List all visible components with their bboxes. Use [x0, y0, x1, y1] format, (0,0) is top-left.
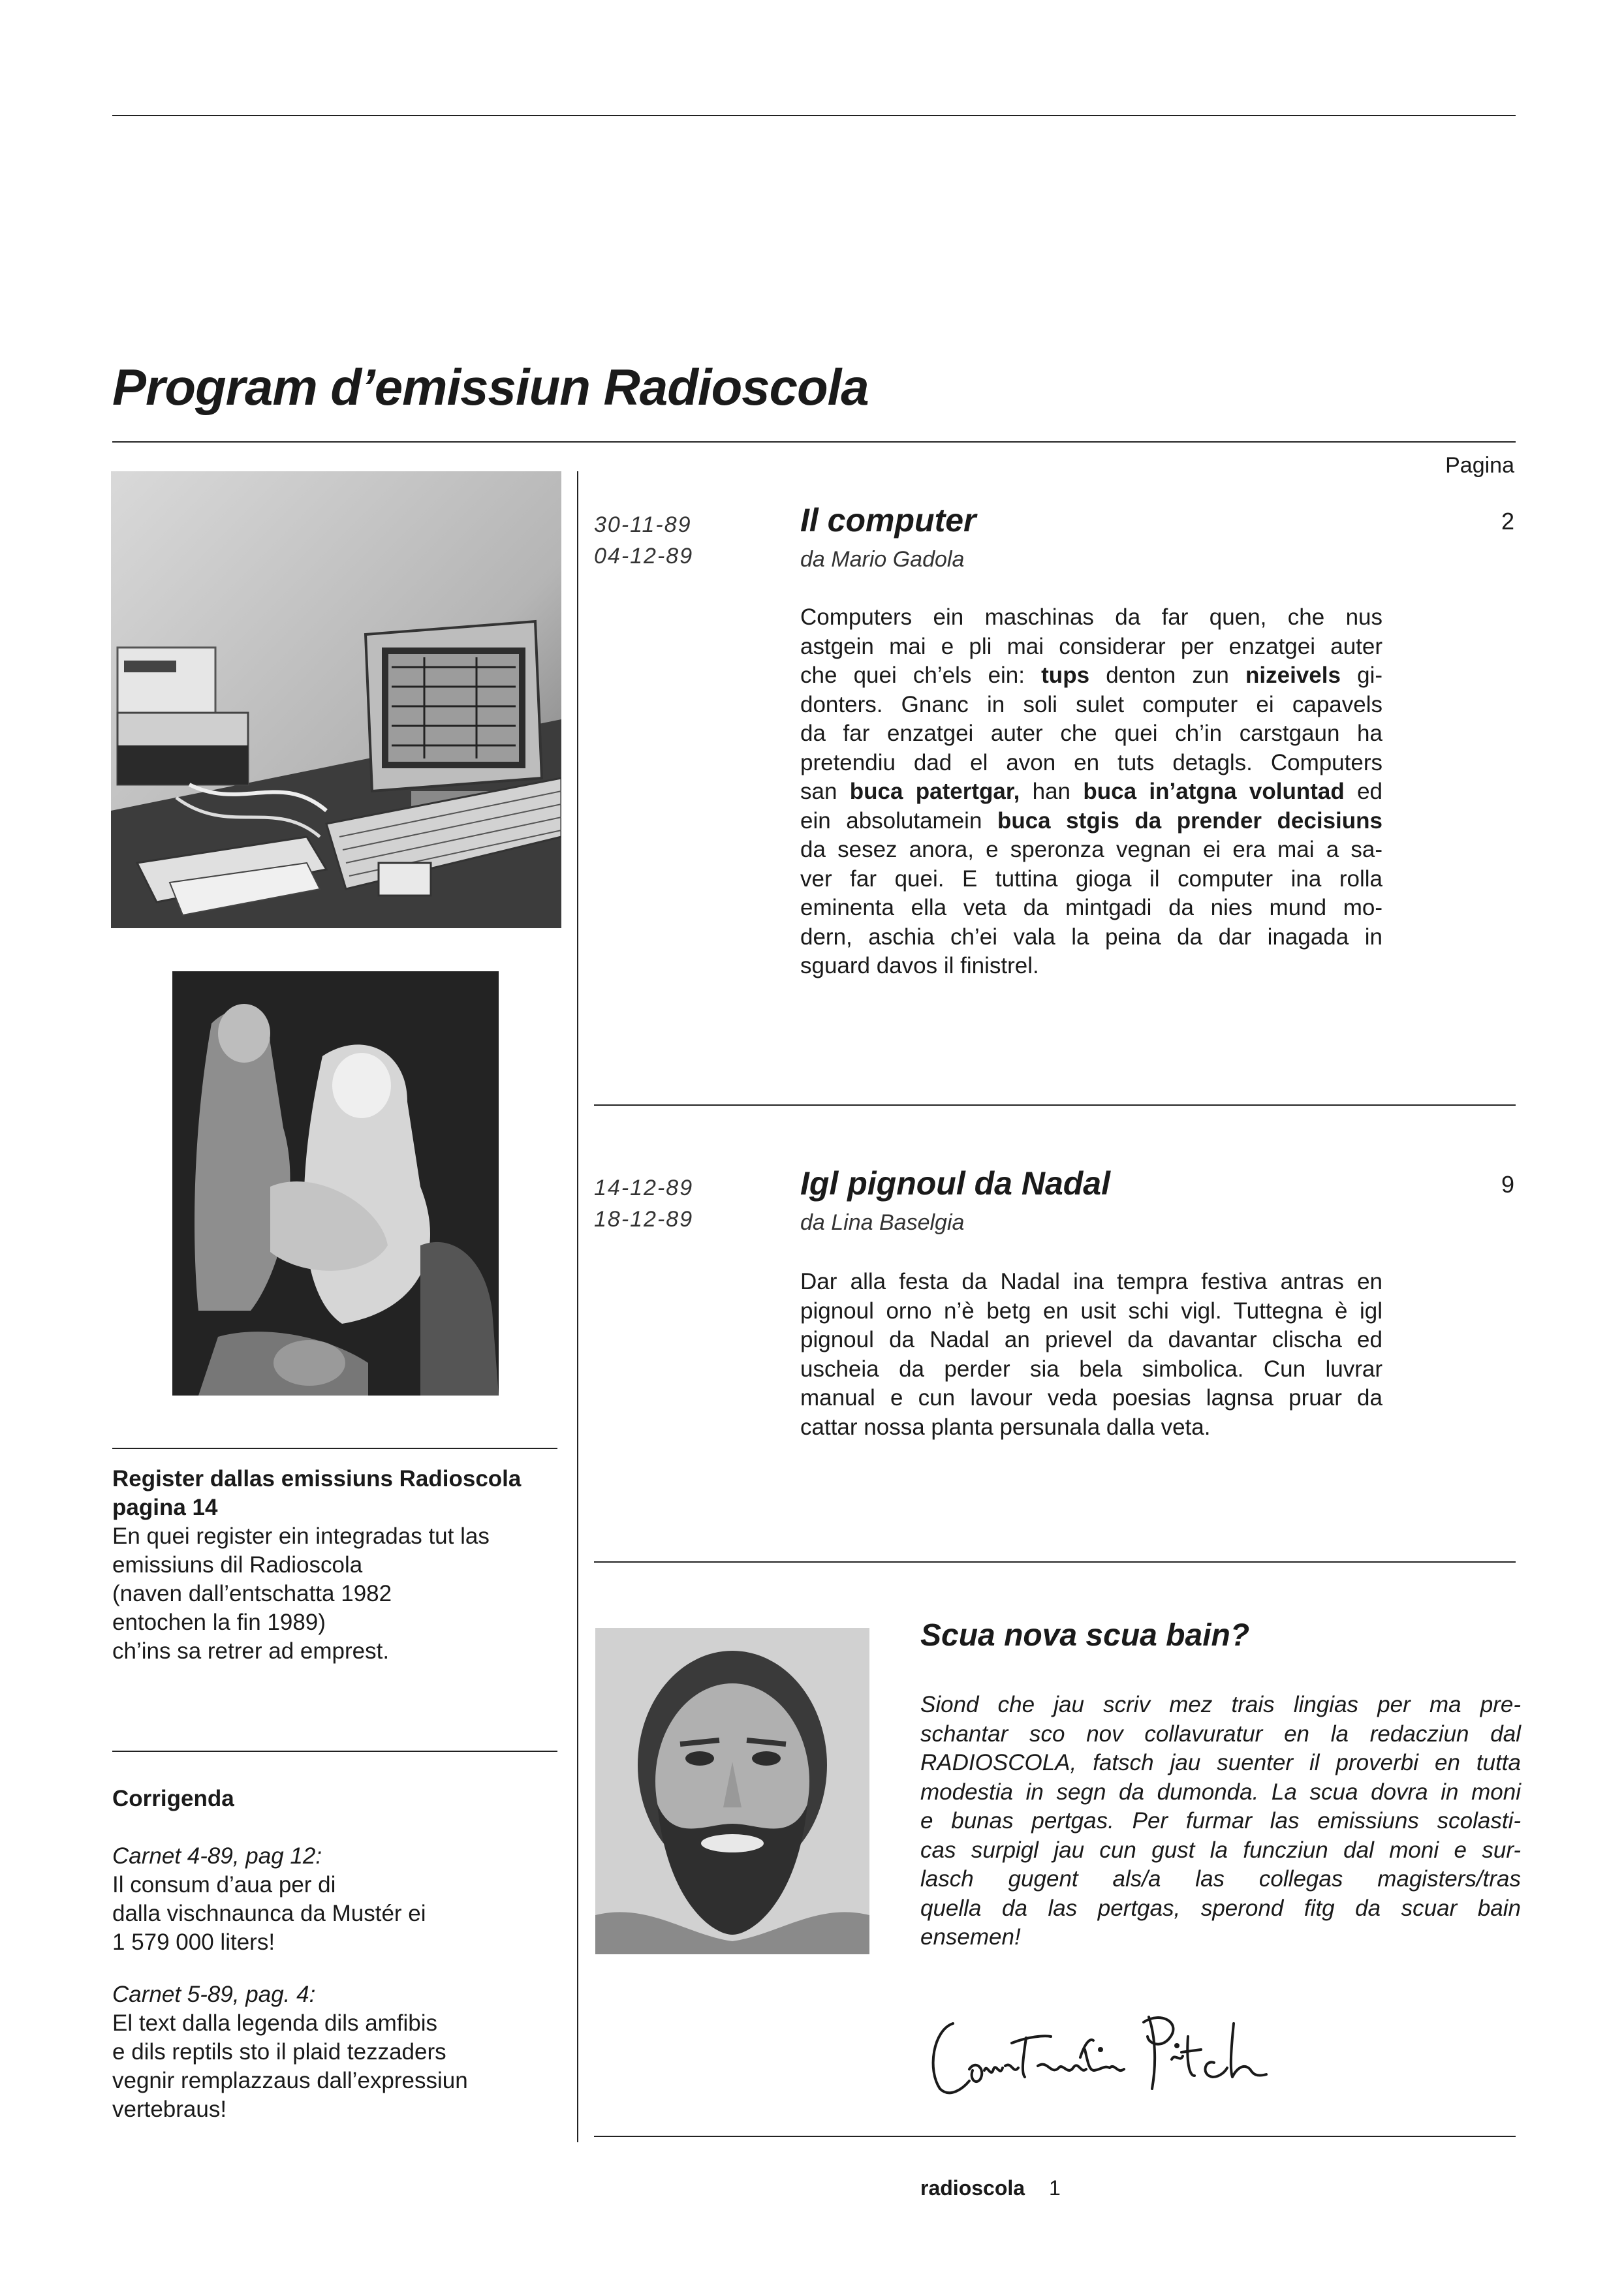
article-body — [800, 1268, 1382, 1442]
register-line: ch’ins sa retrer ad emprest. — [112, 1638, 390, 1664]
editorial-line: ensemen! — [920, 1924, 1021, 1950]
body-line: donters. Gnanc in soli sulet computer ei capavels — [800, 691, 1382, 717]
corrigenda-line: vegnir remplazzaus dall’expressiun — [112, 2068, 468, 2093]
register-line: En quei register ein integradas tut las — [112, 1523, 490, 1549]
computer-photo — [111, 471, 561, 928]
body-line: che quei ch’els ein: tups denton zun nizeivels gi- — [800, 663, 1382, 688]
article-date-start: 30-11-89 — [594, 512, 692, 537]
article-date-start: 14-12-89 — [594, 1176, 694, 1200]
editorial-line: Siond che jau scriv mez trais lingias per ma pre- — [920, 1692, 1521, 1717]
article-byline: da Lina Baselgia — [800, 1210, 965, 1235]
body-line: astgein mai e pli mai considerar per enzatgei auter — [800, 633, 1382, 659]
footer — [920, 2176, 1061, 2200]
article-body — [800, 603, 1382, 981]
register-line: (naven dall’entschatta 1982 — [112, 1581, 392, 1606]
article-rule — [594, 1104, 1516, 1106]
corrigenda-heading: Corrigenda — [112, 1786, 234, 1811]
register-block — [112, 1465, 563, 1666]
body-line: dern, aschia ch’ei vala la peina da dar inagada in — [800, 924, 1382, 950]
body-line: pignoul da Nadal an prievel da davantar clischa ed — [800, 1327, 1382, 1352]
body-line: sguard davos il finistrel. — [800, 953, 1039, 978]
nativity-photo — [172, 971, 499, 1396]
article-date-end: 04-12-89 — [594, 544, 694, 569]
body-line: da sesez anora, e speronza vegnan ei era mai a sa- — [800, 837, 1382, 862]
article-date-end: 18-12-89 — [594, 1207, 694, 1232]
corrigenda-line: e dils reptils sto il plaid tezzaders — [112, 2039, 446, 2065]
corrigenda-line: 1 579 000 liters! — [112, 1929, 275, 1955]
article-title: Igl pignoul da Nadal — [800, 1165, 1110, 1202]
body-line: san buca patertgar, han buca in’atgna voluntad ed — [800, 779, 1382, 804]
body-line: Computers ein maschinas da far quen, che nus — [800, 604, 1382, 630]
article-title: Il computer — [800, 502, 976, 539]
editorial-line: lasch gugent als/a las collegas magisters/tras — [920, 1866, 1521, 1892]
corrigenda-line: El text dalla legenda dils amfibis — [112, 2010, 438, 2036]
editorial-line: RADIOSCOLA, fatsch jau suenter il proverbi en tutta — [920, 1750, 1521, 1775]
body-line: ein absolutamein buca stgis da prender decisiuns — [800, 807, 1382, 834]
corrigenda-line: dalla vischnaunca da Mustér ei — [112, 1901, 426, 1926]
footer-publication-name: radioscola — [920, 2176, 1025, 2200]
corrigenda-line: vertebraus! — [112, 2097, 227, 2122]
corrigenda-rule — [112, 1751, 557, 1752]
title-rule — [112, 441, 1516, 443]
register-heading: Register dallas emissiuns Radioscola — [112, 1466, 522, 1491]
body-line: da far enzatgei auter che quei ch’in carstgaun ha — [800, 721, 1382, 746]
body-line: eminenta ella veta da mintgadi da nies mund mo- — [800, 895, 1382, 920]
editorial-line: cas surpigl jau cun gust la funcziun dal moni e sur- — [920, 1837, 1521, 1863]
body-line: Dar alla festa da Nadal ina tempra festiva antras en — [800, 1269, 1382, 1294]
body-line: uscheia da perder sia bela simbolica. Cun luvrar — [800, 1356, 1382, 1382]
corrigenda-ref: Carnet 5-89, pag. 4: — [112, 1982, 316, 2007]
column-divider — [577, 471, 578, 2142]
editorial-line: modestia in segn da dumonda. La scua dovra in moni — [920, 1779, 1521, 1805]
corrigenda-block — [112, 1785, 563, 2124]
corrigenda-ref: Carnet 4-89, pag 12: — [112, 1843, 322, 1869]
pagina-header: Pagina — [1445, 453, 1514, 478]
article-page-number: 9 — [1501, 1171, 1514, 1198]
editorial-title: Scua nova scua bain? — [920, 1618, 1250, 1653]
register-line: entochen la fin 1989) — [112, 1610, 326, 1635]
body-line: ver far quei. E tuttina gioga il computer ina rolla — [800, 866, 1382, 892]
signature — [914, 1997, 1279, 2108]
corrigenda-line: Il consum d’aua per di — [112, 1872, 336, 1897]
register-heading-page: pagina 14 — [112, 1495, 218, 1520]
article-page-number: 2 — [1501, 508, 1514, 535]
top-rule — [112, 115, 1516, 116]
body-line: cattar nossa planta persunala dalla veta. — [800, 1414, 1211, 1440]
editorial-line: schantar sco nov collavuratur en la redacziun dal — [920, 1721, 1521, 1747]
editorial-line: quella da las pertgas, sperond fitg da scuar bain — [920, 1895, 1521, 1921]
body-line: manual e cun lavour veda poesias lagnsa pruar da — [800, 1385, 1382, 1411]
editorial-line: e bunas pertgas. Per furmar las emissiuns scolasti- — [920, 1808, 1521, 1834]
page-title: Program d’emissiun Radioscola — [112, 358, 869, 416]
body-line: pretendiu dad el avon en tuts detagls. Computers — [800, 749, 1382, 775]
portrait-photo — [595, 1628, 869, 1954]
editorial-body — [920, 1691, 1521, 1952]
footer-page-number: 1 — [1048, 2176, 1061, 2200]
register-rule — [112, 1448, 557, 1449]
bottom-rule — [594, 2136, 1516, 2137]
body-line: pignoul orno n’è betg en usit schi vigl. Tuttegna è igl — [800, 1298, 1382, 1324]
editorial-rule — [594, 1561, 1516, 1563]
register-line: emissiuns dil Radioscola — [112, 1552, 363, 1578]
article-byline: da Mario Gadola — [800, 547, 965, 572]
